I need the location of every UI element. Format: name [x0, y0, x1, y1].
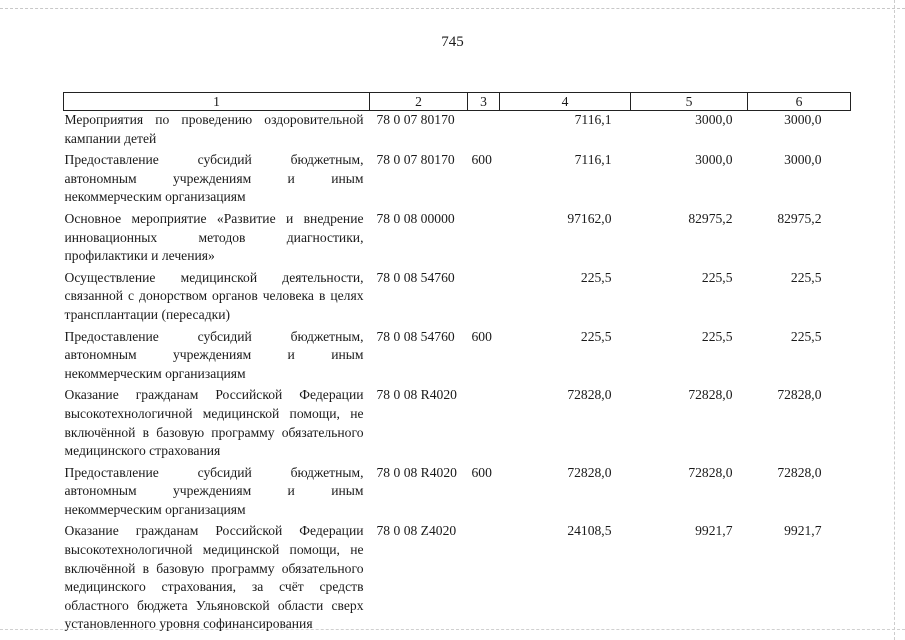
row-type: 600 — [471, 152, 492, 168]
row-value-4: 97162,0 — [567, 210, 612, 226]
header-col-2: 2 — [370, 93, 468, 111]
row-type — [468, 210, 500, 269]
row-name: Осуществление медицинской деятельности, связанной с донорством органов человека в целях трансплантации (пересадки) — [64, 269, 364, 322]
page-number: 745 — [441, 34, 464, 50]
row-code: 78 0 08 R4020 — [376, 464, 457, 480]
row-value-6: 3000,0 — [784, 152, 822, 168]
row-value-5: 225,5 — [701, 269, 733, 285]
table-header — [64, 93, 851, 111]
row-name: Оказание гражданам Российской Федерации высокотехнологичной медицинской помощи, не включённой в базовую программу обязательного медицинского страхования, за счёт средств областного бюджета Ульяновской области сверх установленного уровня софинансирования — [64, 523, 364, 632]
table-body — [64, 111, 851, 638]
row-value-4: 72828,0 — [567, 464, 612, 480]
table-row — [64, 386, 851, 463]
row-code: 78 0 08 R4020 — [376, 387, 457, 403]
row-value-6: 9921,7 — [784, 523, 822, 539]
table-row — [64, 328, 851, 387]
row-code: 78 0 08 54760 — [376, 328, 455, 344]
row-code: 78 0 08 54760 — [376, 269, 455, 285]
header-col-4: 4 — [500, 93, 631, 111]
row-value-4: 72828,0 — [567, 387, 612, 403]
budget-table — [63, 92, 851, 637]
row-value-6: 72828,0 — [777, 464, 822, 480]
header-col-1: 1 — [64, 93, 370, 111]
row-name: Мероприятия по проведению оздоровительной кампании детей — [64, 112, 364, 146]
row-name: Оказание гражданам Российской Федерации высокотехнологичной медицинской помощи, не включённой в базовую программу обязательного медицинского страхования — [64, 387, 364, 459]
header-col-3: 3 — [468, 93, 500, 111]
header-col-6: 6 — [748, 93, 851, 111]
row-value-4: 7116,1 — [574, 112, 612, 127]
header-row — [64, 93, 851, 111]
row-value-6: 225,5 — [790, 269, 822, 285]
table-row — [64, 269, 851, 328]
row-value-5: 3000,0 — [695, 152, 733, 168]
row-value-5: 82975,2 — [688, 210, 733, 226]
row-value-6: 3000,0 — [784, 112, 822, 127]
row-type: 600 — [471, 328, 492, 344]
row-value-4: 225,5 — [580, 328, 612, 344]
header-col-5: 5 — [631, 93, 748, 111]
row-type: 600 — [471, 464, 492, 480]
row-value-4: 24108,5 — [567, 523, 612, 539]
row-value-5: 72828,0 — [688, 387, 733, 403]
row-type — [468, 269, 500, 328]
page-edge-top — [0, 8, 905, 9]
row-value-6: 225,5 — [790, 328, 822, 344]
row-value-4: 7116,1 — [574, 152, 612, 168]
row-value-6: 82975,2 — [777, 210, 822, 226]
row-type — [468, 522, 500, 637]
row-value-5: 3000,0 — [695, 112, 733, 127]
row-name: Основное мероприятие «Развитие и внедрение инновационных методов диагностики, профилактики и лечения» — [64, 210, 364, 264]
row-value-6: 72828,0 — [777, 387, 822, 403]
row-type — [468, 111, 500, 152]
row-value-4: 225,5 — [580, 269, 612, 285]
page-edge-right — [894, 0, 895, 640]
row-name: Предоставление субсидий бюджетным, автономным учреждениям и иным некоммерческим организациям — [64, 464, 364, 517]
row-value-5: 9921,7 — [695, 523, 733, 539]
row-code: 78 0 07 80170 — [376, 112, 455, 127]
row-value-5: 225,5 — [701, 328, 733, 344]
row-value-5: 72828,0 — [688, 464, 733, 480]
row-name: Предоставление субсидий бюджетным, автономным учреждениям и иным некоммерческим организациям — [64, 152, 364, 205]
row-code: 78 0 07 80170 — [376, 152, 455, 168]
table-row — [64, 210, 851, 269]
table-row — [64, 111, 851, 152]
table-row — [64, 151, 851, 210]
row-code: 78 0 08 Z4020 — [376, 523, 457, 539]
table-row — [64, 522, 851, 637]
table-row — [64, 464, 851, 523]
row-code: 78 0 08 00000 — [376, 210, 455, 226]
row-type — [468, 386, 500, 463]
row-name: Предоставление субсидий бюджетным, автономным учреждениям и иным некоммерческим организациям — [64, 328, 364, 381]
